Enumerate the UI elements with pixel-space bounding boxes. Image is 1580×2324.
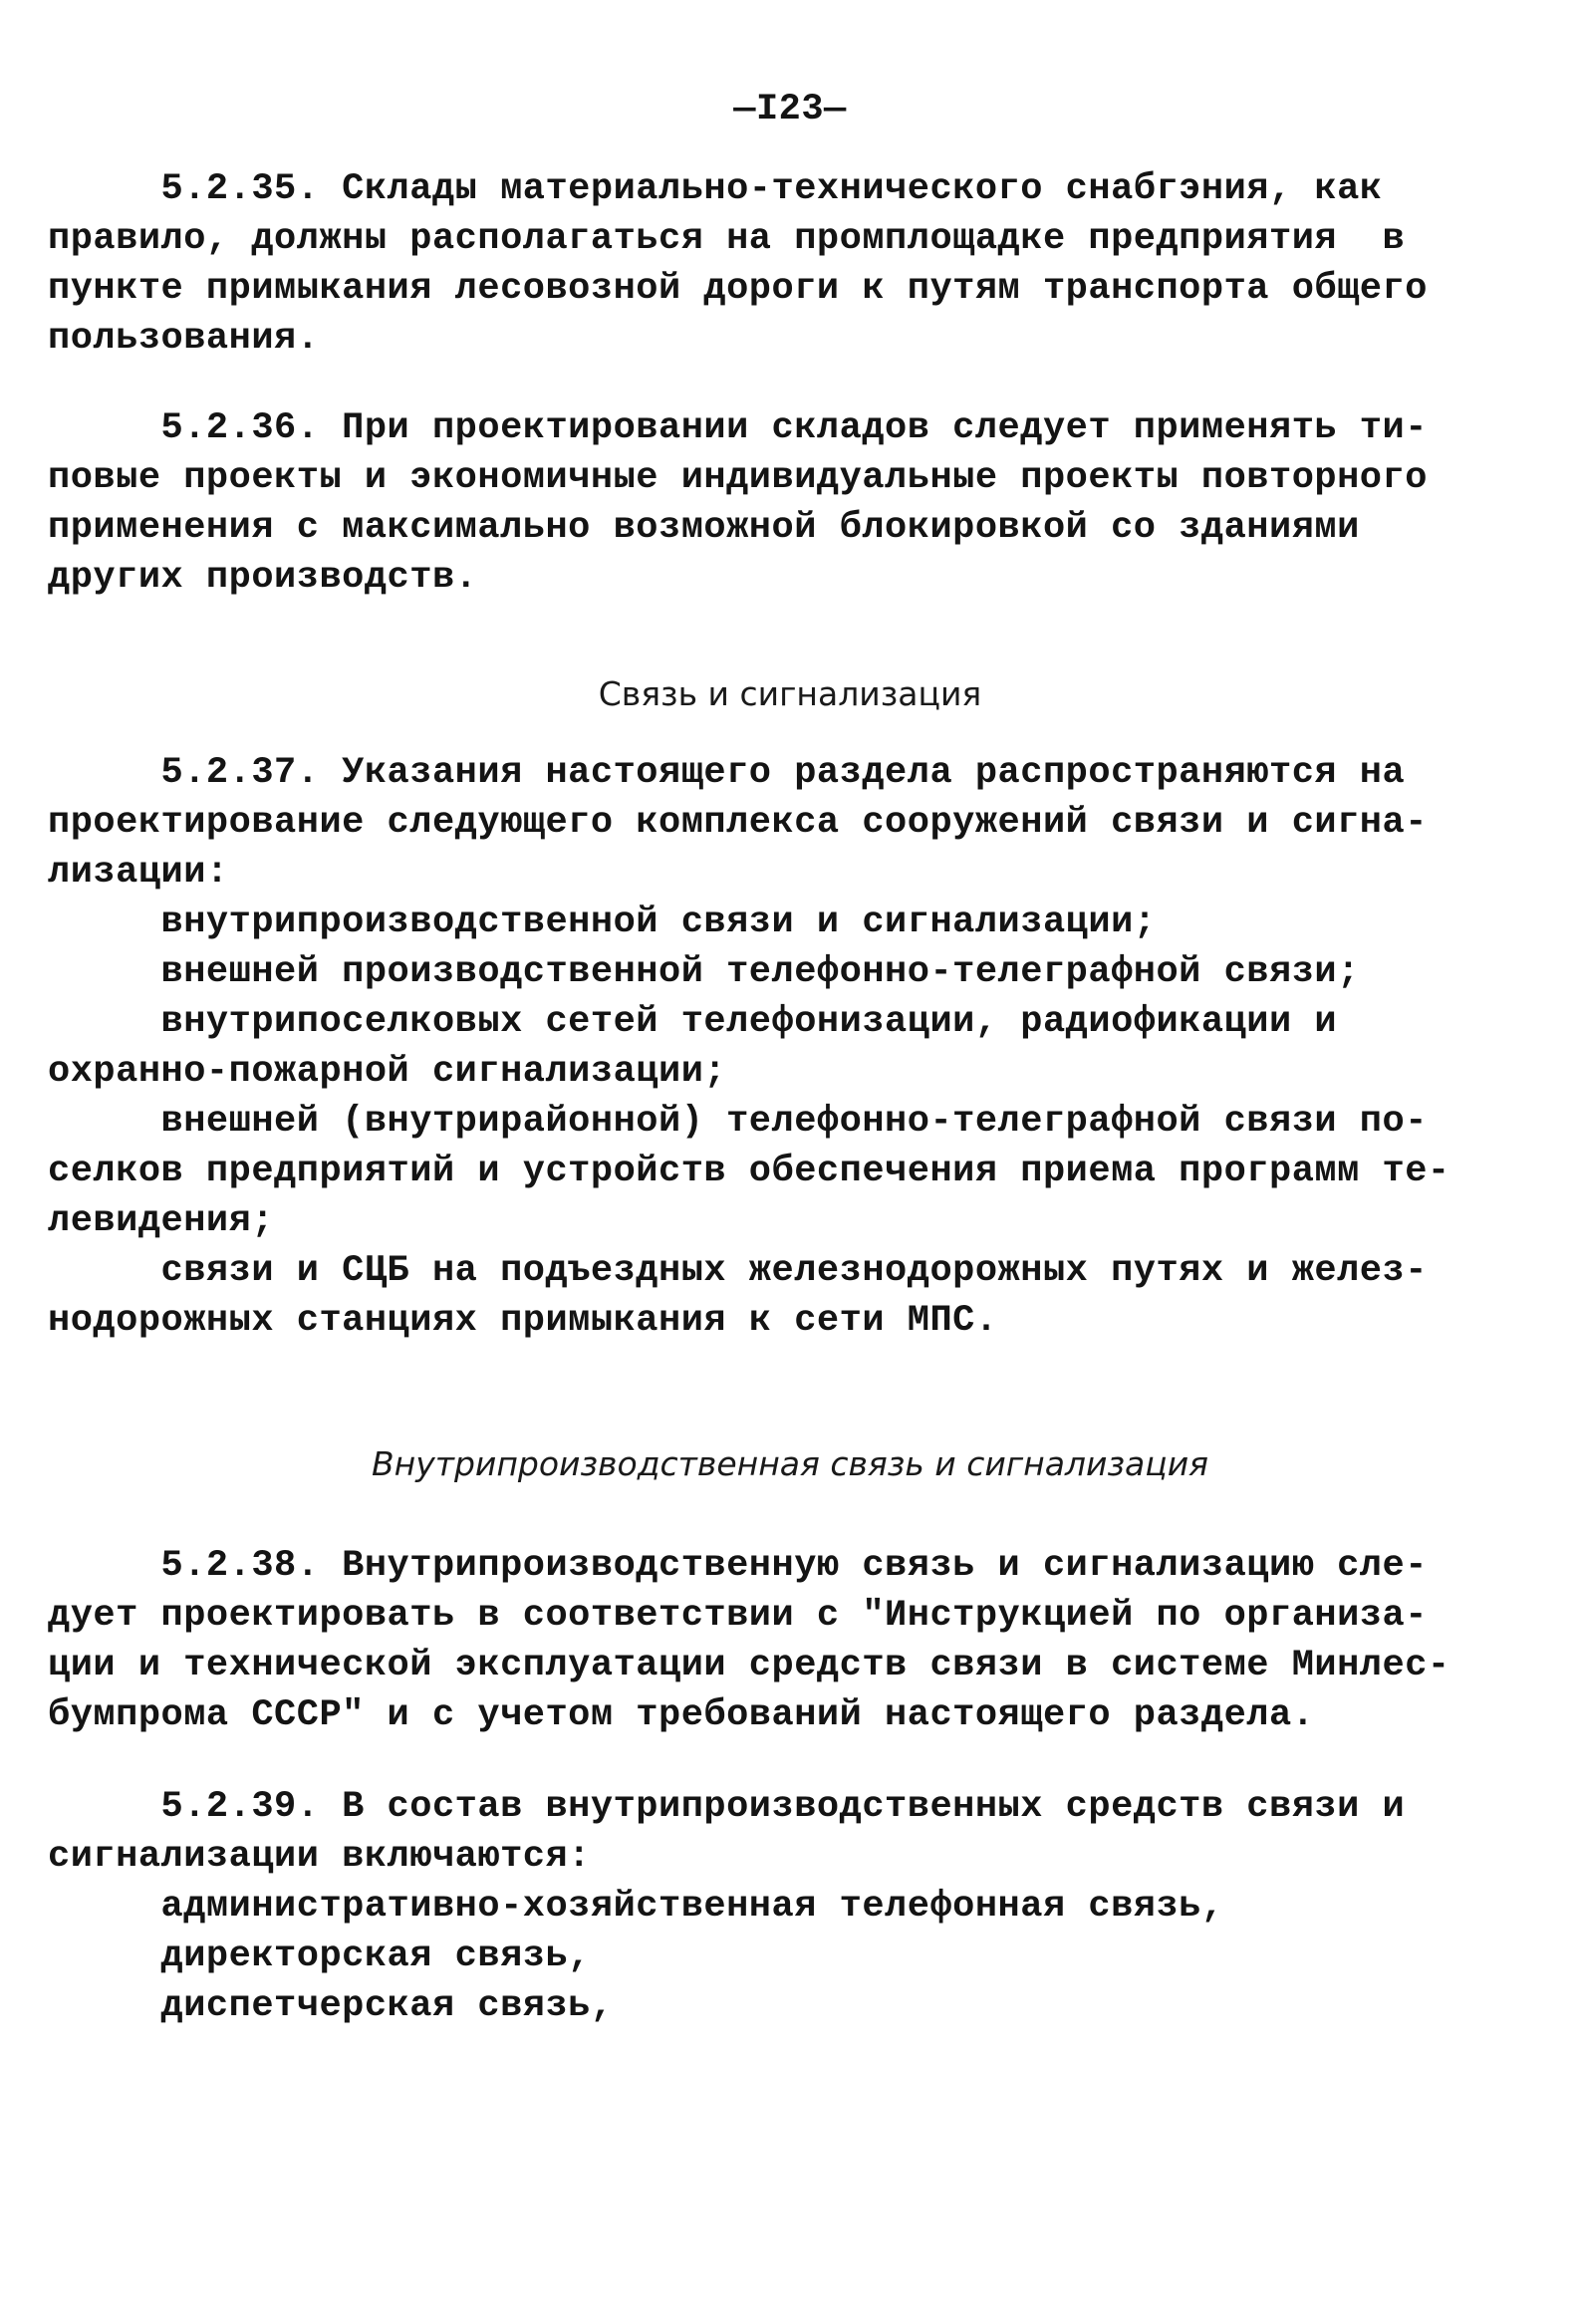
text-line: 5.2.39. В состав внутрипроизводственных средств связи и [48,1786,1406,1828]
text-line: дует проектировать в соответствии с "Инструкцией по организа- [48,1595,1428,1637]
text-line: охранно-пожарной сигнализации; [48,1051,727,1093]
text-line: пользования. [48,318,320,360]
text-line: селков предприятий и устройств обеспечения приема программ те- [48,1151,1450,1192]
text-line: нодорожных станциях примыкания к сети МПС. [48,1300,998,1342]
text-line: пункте примыкания лесовозной дороги к путям транспорта общего [48,268,1428,310]
text-line: правило, должны располагаться на промплощадке предприятия в [48,218,1406,260]
page-number: —I23— [733,89,847,130]
text-line: административно-хозяйственная телефонная связь, [48,1886,1224,1928]
text-line: других производств. [48,557,478,599]
text-line: применения с максимально возможной блокировкой со зданиями [48,507,1360,549]
text-line: 5.2.38. Внутрипроизводственную связь и сигнализацию сле- [48,1545,1428,1587]
text-line: 5.2.35. Склады материально-технического снабгэния, как [48,168,1383,210]
text-line: повые проекты и экономичные индивидуальные проекты повторного [48,457,1428,499]
text-line: ции и технической эксплуатации средств связи в системе Минлес- [48,1645,1450,1686]
section-heading: Связь и сигнализация [598,674,982,713]
text-line: внутрипоселковых сетей телефонизации, радиофикации и [48,1001,1338,1043]
subsection-heading: Внутрипроизводственная связь и сигнализация [371,1444,1209,1483]
text-line: бумпрома СССР" и с учетом требований настоящего раздела. [48,1694,1315,1736]
text-line: проектирование следующего комплекса сооружений связи и сигна- [48,802,1428,844]
text-line: внутрипроизводственной связи и сигнализации; [48,902,1157,943]
text-line: 5.2.36. При проектировании складов следует применять ти- [48,407,1428,449]
text-line: связи и СЦБ на подъездных железнодорожных путях и желез- [48,1250,1428,1292]
text-line: левидения; [48,1200,275,1242]
text-line: 5.2.37. Указания настоящего раздела распространяются на [48,752,1406,794]
text-line: внешней (внутрирайонной) телефонно-телеграфной связи по- [48,1101,1428,1143]
text-line: внешней производственной телефонно-телеграфной связи; [48,951,1360,993]
text-line: лизации: [48,852,229,894]
text-line: диспетчерская связь, [48,1985,614,2027]
text-line: сигнализации включаются: [48,1836,591,1878]
text-line: директорская связь, [48,1936,591,1977]
